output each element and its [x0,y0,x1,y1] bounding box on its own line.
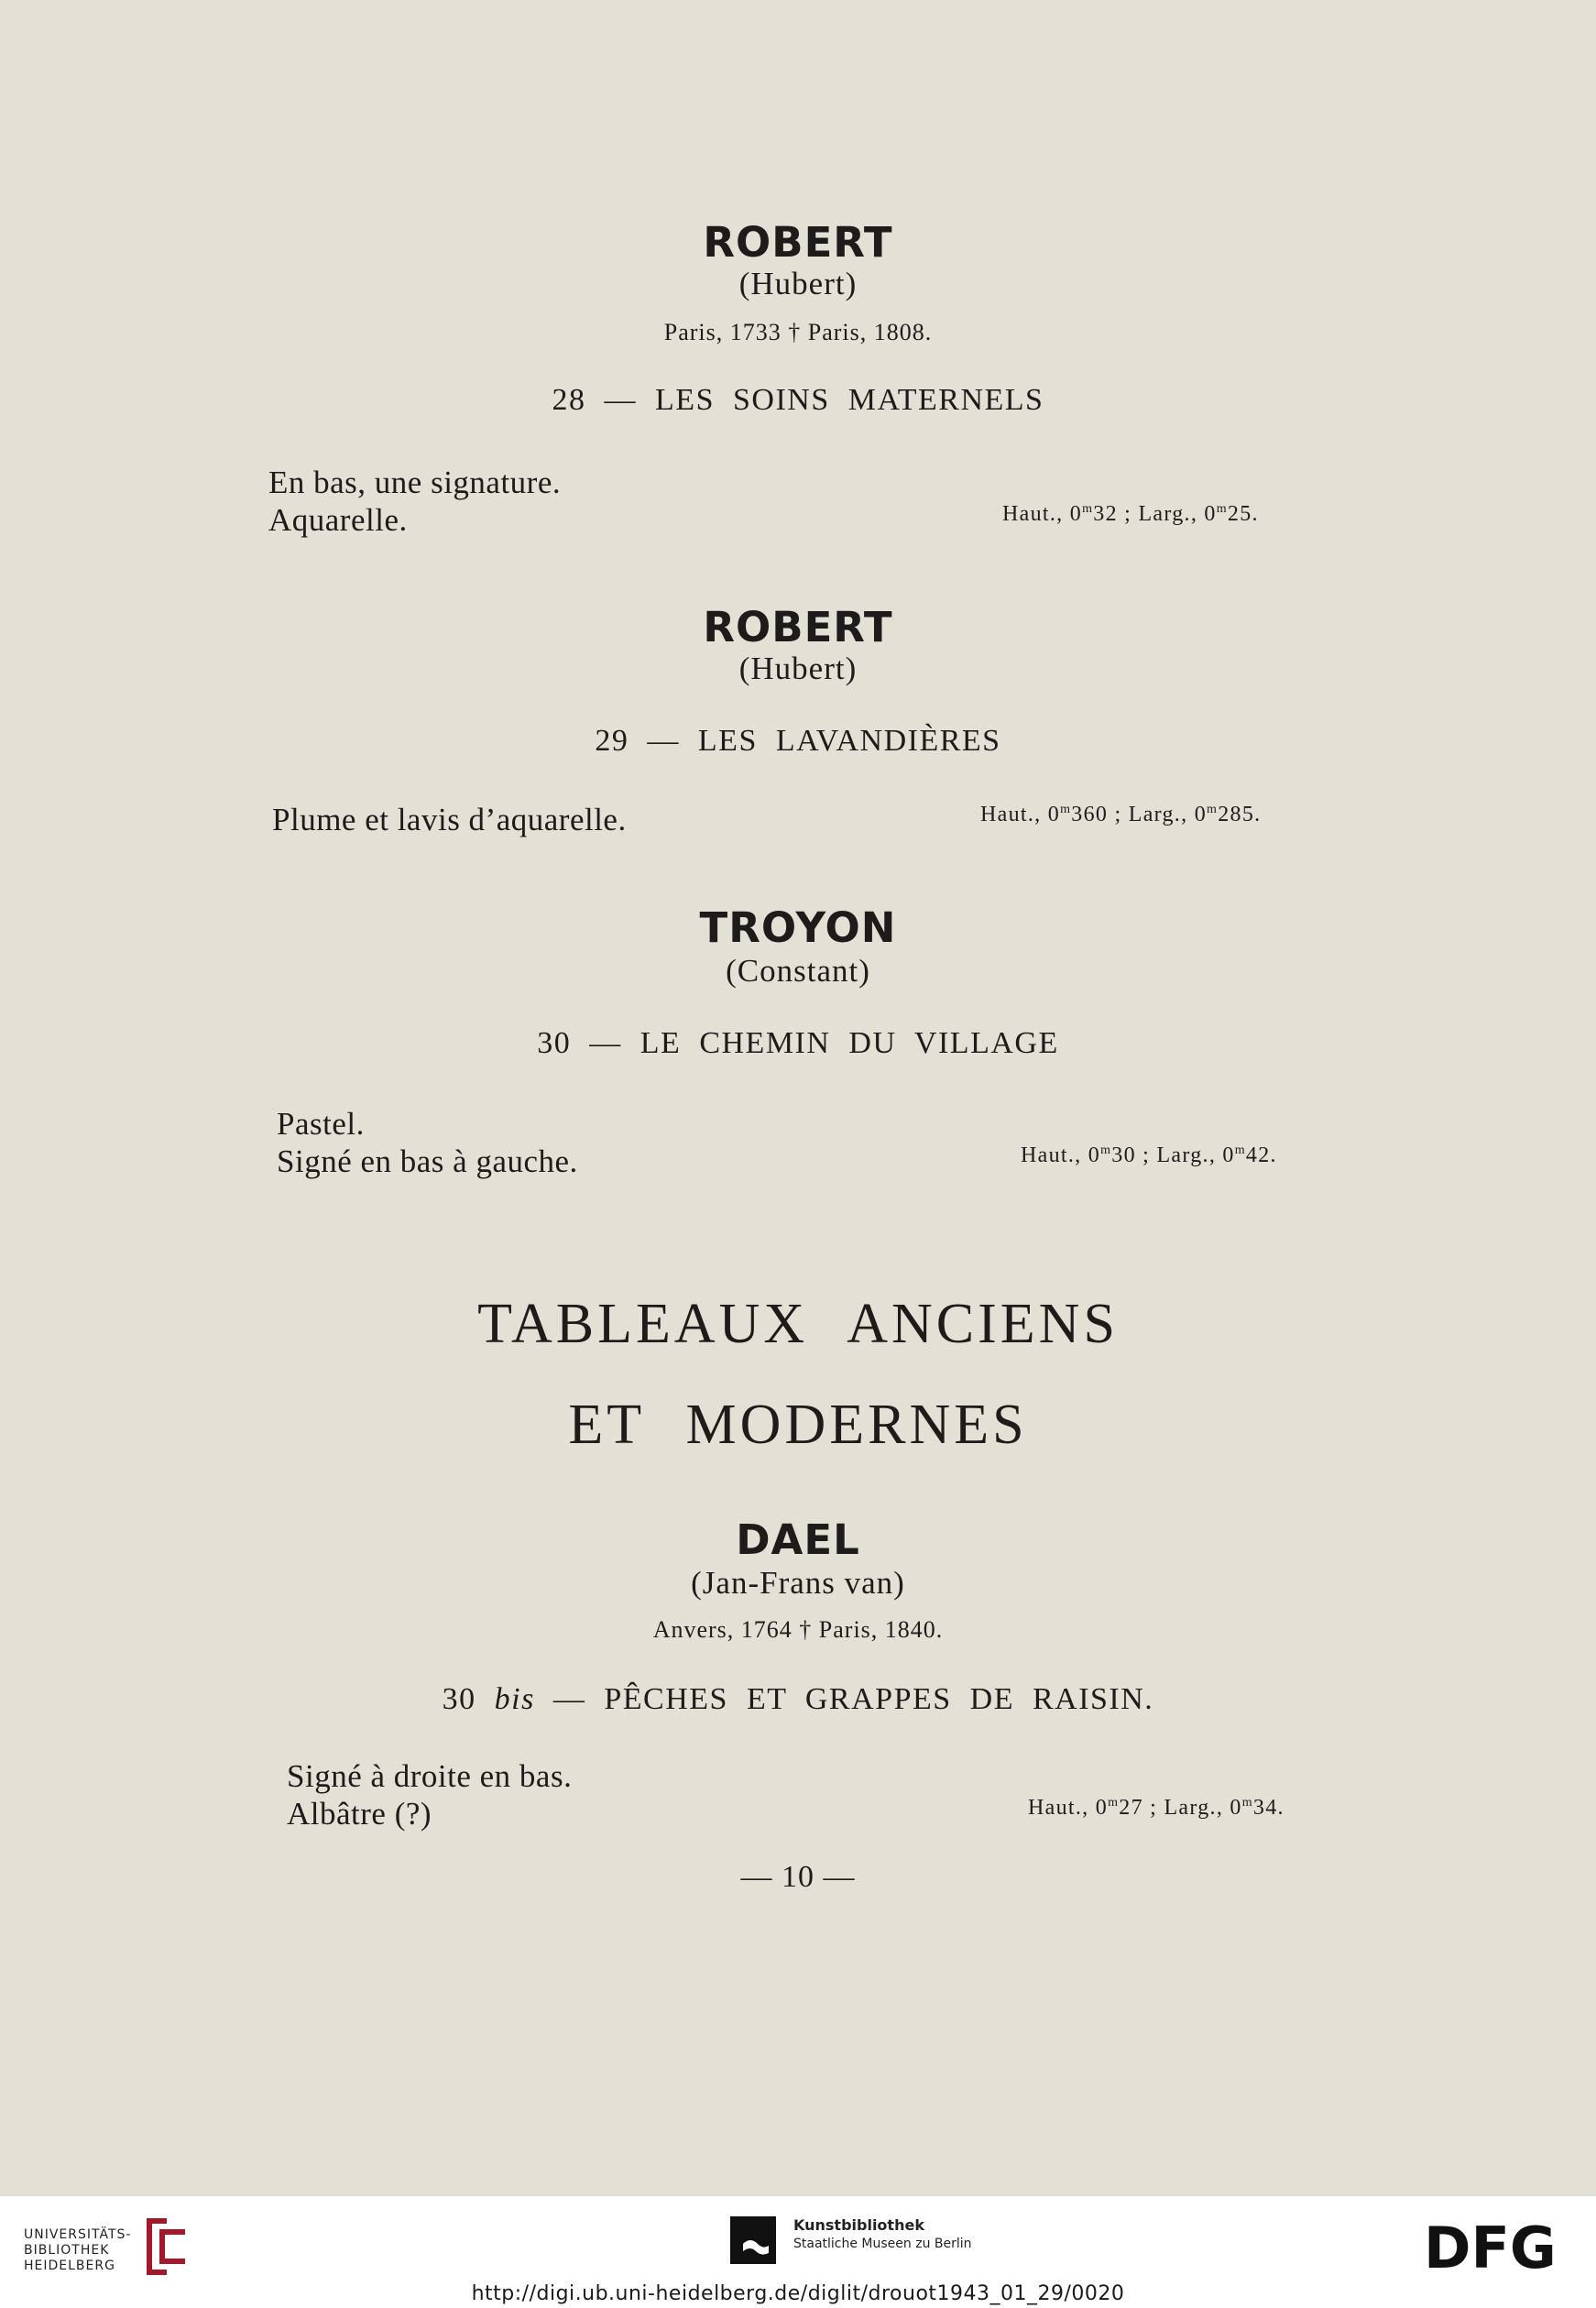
lot-dimensions [980,803,1261,827]
description-line: Plume et lavis d’aquarelle. [272,802,627,837]
height-value: 30 [1111,1143,1136,1167]
height-label: Haut., 0 [1028,1796,1109,1820]
ub-heidelberg-logo-icon [139,2215,192,2279]
dfg-logo-text: DFG [1424,2216,1557,2275]
width-label: ; Larg., 0 [1142,1796,1242,1820]
lot-dimensions [1028,1796,1284,1821]
width-label: ; Larg., 0 [1108,803,1208,826]
unit: m [1060,803,1072,816]
width-label: ; Larg., 0 [1135,1143,1235,1167]
height-label: Haut., 0 [1002,502,1083,526]
source-url[interactable]: http://digi.ub.uni-heidelberg.de/diglit/drouot1943_01_29/0020 [471,2282,1125,2305]
artist-firstname: (Constant) [726,953,870,989]
height-label: Haut., 0 [1021,1143,1101,1167]
kunstbibliothek-subtitle: Staatliche Museen zu Berlin [793,2237,972,2251]
description-line: Aquarelle. [268,502,408,538]
artist-name: ROBERT [703,218,893,267]
kunstbibliothek-logo-icon [730,2216,776,2264]
width-value: 42. [1245,1143,1277,1167]
unit: m [1216,502,1228,516]
width-value: 34. [1252,1796,1284,1820]
width-value: 25. [1227,502,1259,526]
lot-title [0,1682,1596,1717]
height-value: 32 [1093,502,1118,526]
description-line: Albâtre (?) [287,1796,432,1832]
lot-title: 28 — LES SOINS MATERNELS [552,383,1044,417]
lot-description [287,1757,572,1832]
description-line: Signé en bas à gauche. [277,1143,578,1179]
artist-firstname: (Jan-Frans van) [691,1565,905,1601]
width-value: 285. [1218,803,1262,826]
section-subtitle: ET MODERNES [568,1394,1028,1456]
lot-name: — PÊCHES ET GRAPPES DE RAISIN. [552,1682,1154,1716]
unit: m [1241,1796,1253,1810]
unit: m [1207,803,1219,816]
unit: m [1108,1796,1120,1810]
artist-dates: Anvers, 1764 † Paris, 1840. [652,1616,944,1643]
width-label: ; Larg., 0 [1117,502,1217,526]
lot-description [268,464,561,539]
ub-heidelberg-label [24,2227,131,2274]
height-value: 27 [1119,1796,1143,1820]
artist-name: ROBERT [703,603,893,651]
lot-description [272,801,627,838]
artist-name: TROYON [699,903,897,952]
description-line: Pastel. [277,1106,365,1142]
digitization-footer [0,2196,1596,2308]
lot-dimensions [1021,1143,1277,1168]
dfg-logo-icon [1422,2216,1569,2275]
ub-line: BIBLIOTHEK [24,2243,110,2258]
unit: m [1234,1143,1246,1157]
description-line: Signé à droite en bas. [287,1758,573,1794]
section-title: TABLEAUX ANCIENS [477,1293,1119,1355]
unit: m [1100,1143,1112,1157]
artist-name: DAEL [736,1515,860,1564]
page-number: — 10 — [740,1860,856,1894]
kunstbibliothek-name: Kunstbibliothek [793,2216,924,2234]
height-value: 360 [1071,803,1109,826]
unit: m [1082,502,1094,516]
lot-description [277,1105,578,1180]
height-label: Haut., 0 [980,803,1061,826]
artist-firstname: (Hubert) [738,266,858,301]
artist-firstname: (Hubert) [738,651,858,686]
ub-line: UNIVERSITÄTS- [24,2227,132,2242]
lot-title: 30 — LE CHEMIN DU VILLAGE [537,1026,1059,1060]
lot-number: 30 [442,1682,476,1716]
artist-dates: Paris, 1733 † Paris, 1808. [663,319,933,345]
ub-line: HEIDELBERG [24,2259,115,2273]
lot-dimensions [1002,502,1259,527]
lot-suffix: bis [494,1682,535,1716]
description-line: En bas, une signature. [268,465,562,500]
lot-title: 29 — LES LAVANDIÈRES [595,724,1001,758]
